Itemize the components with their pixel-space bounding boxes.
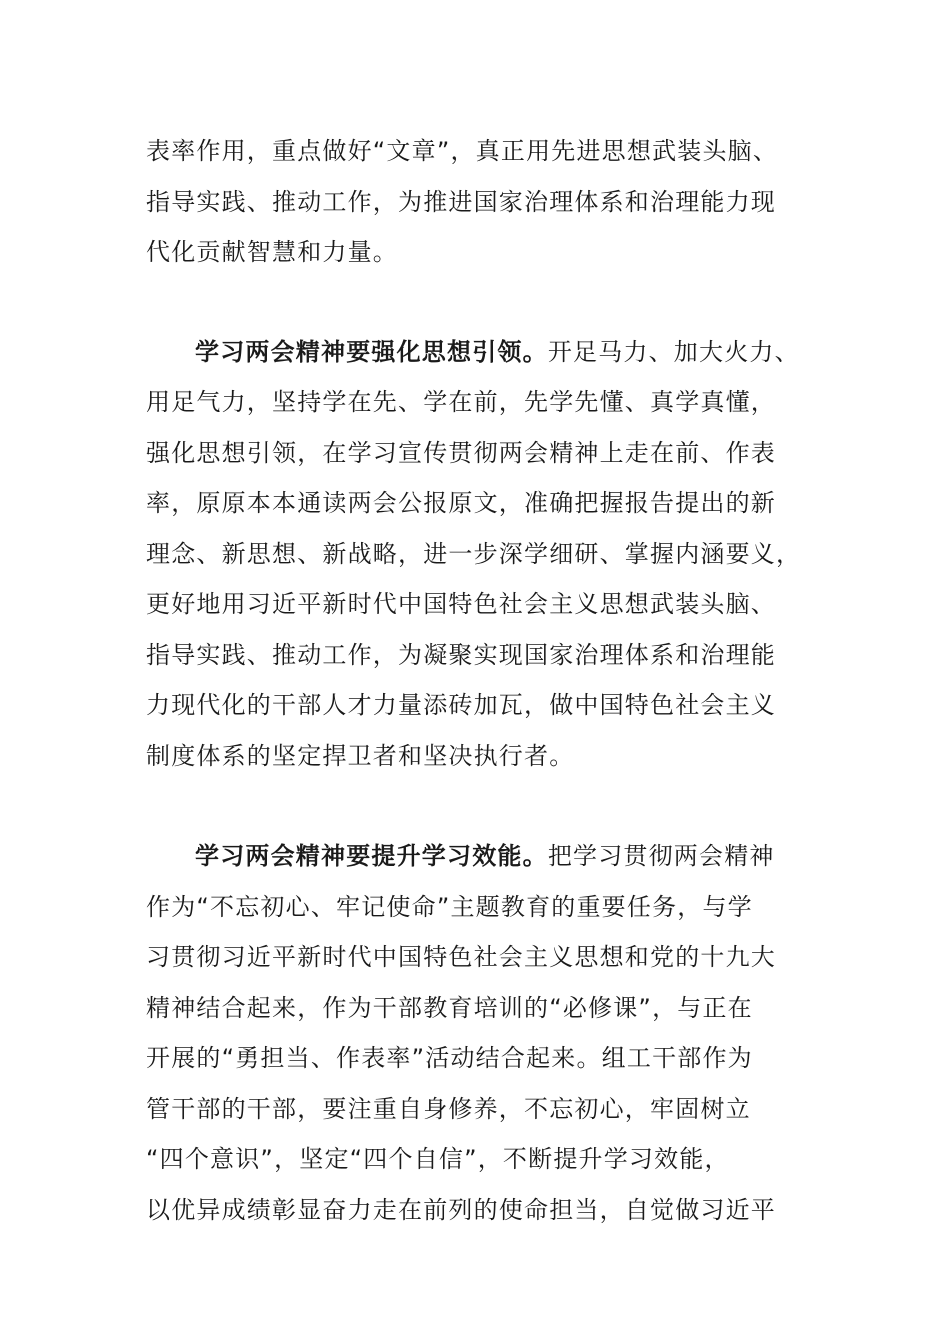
document-page — [146, 126, 808, 1235]
text-line: 力现代化的干部人才力量添砖加瓦，做中国特色社会主义 — [146, 691, 776, 719]
text-line: 指导实践、推动工作，为推进国家治理体系和治理能力现 — [146, 187, 776, 216]
paragraph-heading: 学习两会精神要强化思想引领。 — [195, 337, 548, 366]
text-line: 强化思想引领，在学习宣传贯彻两会精神上走在前、作表 — [146, 438, 776, 467]
text-line: “四个意识”，坚定“四个自信”，不断提升学习效能， — [146, 1145, 730, 1173]
text-line: 理念、新思想、新战略，进一步深学细研、掌握内涵要义， — [146, 539, 802, 568]
text-line: 开展的“勇担当、作表率”活动结合起来。组工干部作为 — [146, 1044, 753, 1072]
text-line: 精神结合起来，作为干部教育培训的“必修课”，与正在 — [146, 993, 753, 1022]
text-line: 管干部的干部，要注重自身修养，不忘初心，牢固树立 — [146, 1094, 751, 1123]
text-line: 更好地用习近平新时代中国特色社会主义思想武装头脑、 — [146, 590, 776, 618]
text-line — [146, 831, 808, 882]
text-line: 表率作用，重点做好“文章”，真正用先进思想武装头脑、 — [146, 137, 779, 165]
text-line: 率，原原本本通读两会公报原文，准确把握报告提出的新 — [146, 489, 776, 517]
text-line: 作为“不忘初心、牢记使命”主题教育的重要任务，与学 — [146, 892, 753, 921]
text-line: 制度体系的坚定捍卫者和坚决执行者。 — [146, 741, 575, 770]
text-line: 以优异成绩彰显奋力走在前列的使命担当，自觉做习近平 — [146, 1195, 776, 1224]
paragraph-thought-guidance — [146, 327, 808, 782]
text-line: 代化贡献智慧和力量。 — [146, 238, 398, 266]
paragraph-learning-efficiency — [146, 831, 808, 1235]
text-line — [146, 327, 808, 378]
text-line: 习贯彻习近平新时代中国特色社会主义思想和党的十九大 — [146, 943, 776, 971]
text-run: 把学习贯彻两会精神 — [547, 842, 775, 870]
text-line: 用足气力，坚持学在先、学在前，先学先懂、真学真懂， — [146, 388, 776, 416]
paragraph-spacer — [146, 781, 808, 831]
paragraph-continuation — [146, 126, 808, 278]
paragraph-heading: 学习两会精神要提升学习效能。 — [195, 842, 548, 870]
text-run: 开足马力、加大火力、 — [547, 337, 800, 366]
paragraph-spacer — [146, 278, 808, 327]
text-line: 指导实践、推动工作，为凝聚实现国家治理体系和治理能 — [146, 640, 776, 669]
